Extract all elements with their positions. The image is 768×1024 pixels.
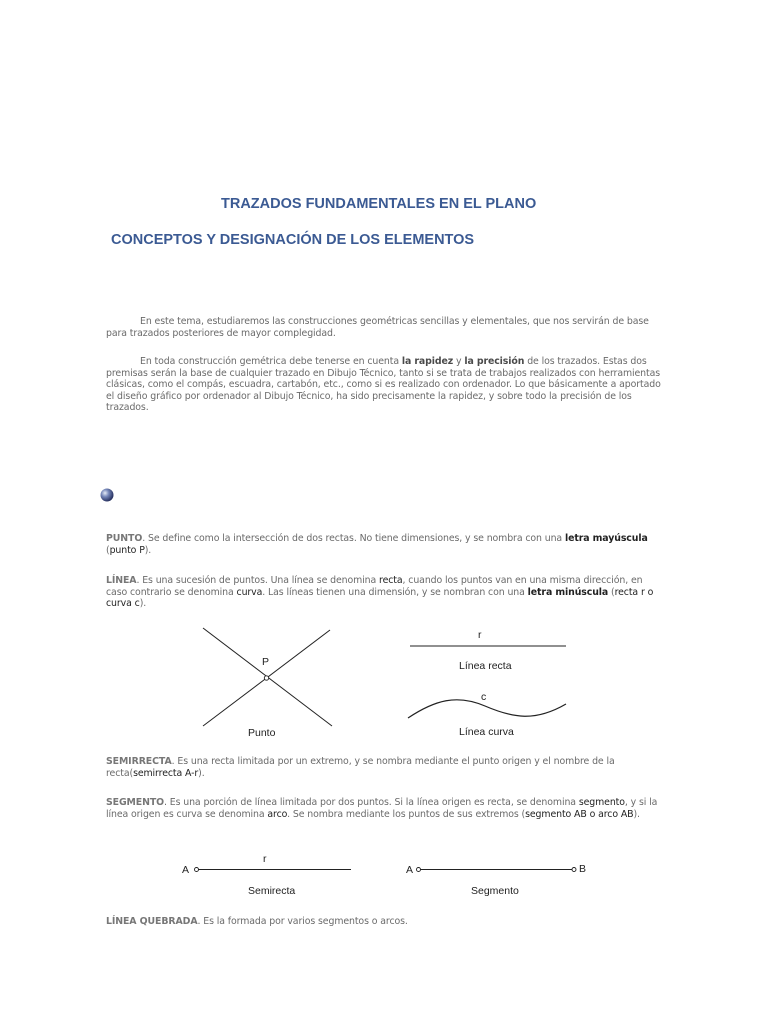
linea-bold-1: letra minúscula — [527, 586, 609, 598]
segment-caption: Segmento — [471, 885, 519, 897]
line-caption: Línea recta — [459, 660, 512, 672]
definition-semirrecta — [106, 756, 666, 779]
punto-example: punto P — [109, 544, 145, 556]
linea-curva: curva — [236, 586, 263, 598]
semirrecta-text-1: . Es una recta limitada por un extremo, y se nombra mediante el punto origen y el nombre de la recta( — [106, 756, 615, 779]
figure-punto-linea — [195, 622, 585, 742]
intro-text-2d: de los trazados. Estas dos premisas serán la base de cualquier trazado en Dibujo Técnico, tanto si se trata de trabajos realizados con herramientas clásicas, como el compás, escuadra, cartabón, etc., como si es realizado con ordenador. Lo que básicamente a aportado el diseño gráfico por ordenador al Dibujo Técnico, ha sido precisamente la rapidez, y sobre todo la precisión de los trazados. — [106, 356, 661, 414]
figure-semirecta-segmento — [175, 848, 595, 900]
intersection-point — [264, 676, 268, 680]
intro-paragraph-2 — [106, 356, 666, 414]
ray-caption: Semirecta — [248, 885, 296, 897]
page-subtitle: CONCEPTOS Y DESIGNACIÓN DE LOS ELEMENTOS — [111, 232, 475, 248]
segmento-example: segmento AB o arco AB — [525, 808, 634, 820]
intro-text-2a: En toda construcción gemétrica debe tenerse en cuenta — [140, 356, 402, 367]
punto-text-2: ( — [106, 544, 110, 556]
point-caption: Punto — [248, 727, 276, 739]
punto-bold-1: letra mayúscula — [564, 533, 648, 544]
point-label: P — [262, 656, 270, 668]
segmento-text-2: , y si la línea origen es curva se denomina — [106, 797, 658, 820]
segment-start-point — [417, 868, 421, 872]
precision-emphasis: la precisión — [464, 356, 525, 367]
linea-text-3: . Las líneas tienen una dimensión, y se nombran con una — [262, 586, 528, 598]
segmento-text-1: . Es una porción de línea limitada por dos puntos. Si la línea origen es recta, se denomina — [164, 797, 579, 808]
ray-origin-label: A — [182, 864, 190, 876]
semirrecta-example: semirrecta A-r — [133, 767, 199, 779]
segment-end-point — [572, 868, 576, 872]
curved-line — [408, 700, 566, 718]
ray-origin-point — [195, 868, 199, 872]
definition-linea — [106, 575, 666, 610]
quebrada-text-1: . Es la formada por varios segmentos o arcos. — [197, 916, 408, 927]
intro-text-1: En este tema, estudiaremos las construcciones geométricas sencillas y elementales, que nos servirán de base para trazados posteriores de mayor complegidad. — [106, 316, 649, 339]
linea-example: recta r o curva c — [106, 586, 654, 610]
term-linea-quebrada: LÍNEA QUEBRADA — [106, 916, 198, 927]
linea-recta: recta — [379, 575, 403, 586]
term-linea: LÍNEA — [106, 575, 137, 586]
intro-text-2c: y — [453, 356, 465, 367]
linea-text-2: , cuando los puntos van en una misma dirección, en caso contrario se denomina — [106, 575, 643, 598]
ray-label: r — [263, 853, 267, 865]
bullet-sphere-icon — [99, 487, 115, 503]
definition-punto — [106, 533, 666, 556]
arco-word: arco — [267, 808, 288, 820]
page-title: TRAZADOS FUNDAMENTALES EN EL PLANO — [221, 196, 537, 212]
segment-end-label: B — [579, 863, 587, 875]
term-semirrecta: SEMIRRECTA — [106, 756, 172, 767]
linea-text-1: . Es una sucesión de puntos. Una línea se denomina — [136, 575, 380, 586]
line-label: r — [478, 629, 482, 641]
term-segmento: SEGMENTO — [106, 797, 164, 808]
segmento-word: segmento — [578, 797, 625, 808]
segmento-text-3: . Se nombra mediante los puntos de sus extremos ( — [287, 808, 526, 820]
punto-text-3: ). — [144, 544, 152, 556]
segmento-text-4: ). — [633, 808, 640, 820]
curve-caption: Línea curva — [459, 726, 514, 738]
punto-text-1: . Se define como la intersección de dos rectas. No tiene dimensiones, y se nombra con una — [142, 533, 565, 544]
curve-label: c — [481, 691, 487, 703]
linea-text-4: ( — [608, 586, 615, 598]
segment-start-label: A — [406, 864, 414, 876]
definition-segmento — [106, 797, 666, 820]
linea-text-5: ). — [139, 598, 147, 610]
definition-linea-quebrada — [106, 916, 666, 928]
term-punto: PUNTO — [106, 533, 143, 544]
semirrecta-text-2: ). — [198, 767, 205, 779]
intro-paragraph-1 — [106, 316, 666, 339]
rapidez-emphasis: la rapidez — [401, 356, 454, 367]
